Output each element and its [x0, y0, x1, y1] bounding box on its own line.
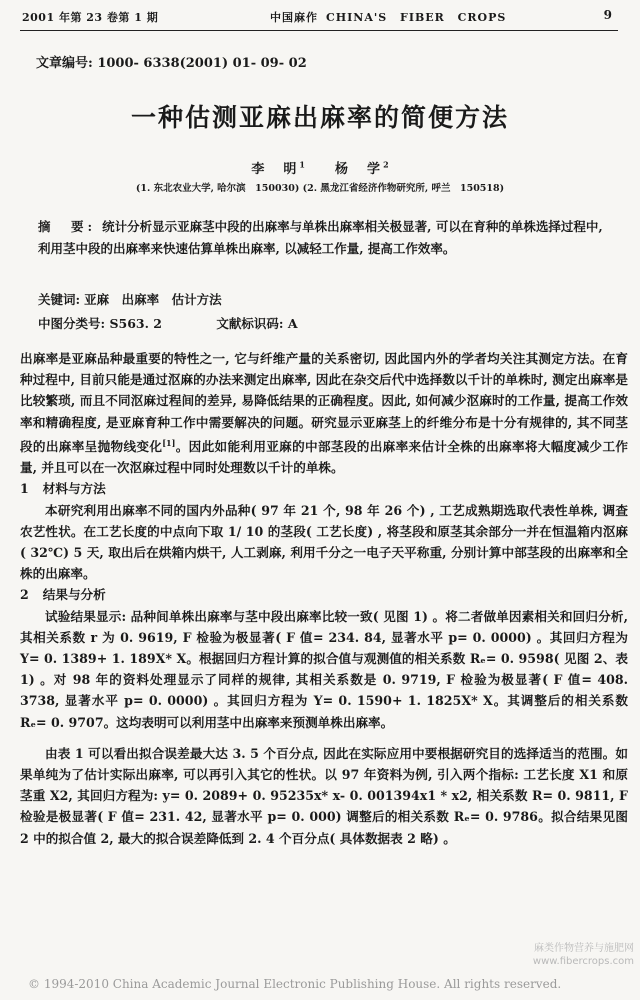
section-2-title: 结果与分析: [42, 587, 106, 603]
intro-paragraph: [20, 348, 628, 478]
keywords: [38, 290, 222, 308]
article-body: [20, 348, 628, 849]
section-1-paragraph: 本研究利用出麻率不同的国内外品种( 97 年 21 个, 98 年 26 个) , 工艺成熟期选取代表性单株, 调查农艺性状。在工艺长度的中点向下取 1/ 10 的茎段( 工艺长度) , 将茎段和原茎其余部分一并在恒温箱内沤麻( 32℃) 5 天, 取出后在烘箱内烘干, 人工剥麻, 利用千分之一电子天平称重, 分别计算中部茎段的出麻率和全株的出麻率。: [20, 502, 628, 582]
article-number: 文章编号: 1000- 6338(2001) 01- 09- 02: [36, 56, 307, 71]
section-2-heading: [20, 584, 628, 605]
doc-code-label: 文献标识码:: [216, 316, 284, 331]
watermark-line-2: www.fibercrops.com: [532, 956, 634, 967]
section-2-paragraph-2: 由表 1 可以看出拟合误差最大达 3. 5 个百分点, 因此在实际应用中要根据研究目的选择适当的范围。如果单纯为了估计实际出麻率, 可以再引入其它的性状。以 97 年资料为例, 引入两个指标: 工艺长度 X1 和原茎重 X2, 其回归方程为: y= 0. 2089+ 0. 95235x* x- 0. 001394x1 * x2, 相关系数 R= 0. 9811, F 检验是极显著( F 值= 231. 42, 显著水平 p= 0. 000) 调整后的相关系数 Rₑ= 0. 9786。拟合结果见图 2 中的拟合值 2, 最大的拟合误差降低到 2. 4 个百分点( 具体数据表 2 略) 。: [20, 745, 628, 846]
section-1-heading: [20, 478, 628, 499]
section-1-title: 材料与方法: [42, 481, 106, 497]
abstract-text: 统计分析显示亚麻茎中段的出麻率与单株出麻率相关极显著, 可以在育种的单株选择过程中, 利用茎中段的出麻率来快速估算单株出麻率, 以减轻工作量, 提高工作效率。: [38, 219, 603, 256]
intro-text: 出麻率是亚麻品种最重要的特性之一, 它与纤维产量的关系密切, 因此国内外的学者均关注其测定方法。在育种过程中, 目前只能是通过沤麻的办法来测定出麻率, 因此在杂交后代中选择数以千计的单株时, 测定出麻率是比较繁琐, 而且不同沤麻过程间的差异, 易降低结果的正确程度。因此, 如何减少沤麻时的工作量, 提高工作效率和精确程度, 是亚麻育种工作中需要解决的问题。研究显示亚麻茎上的纤维分布是十分有规律的, 其不同茎段的出麻率呈抛物线变化: [20, 351, 628, 454]
intro-text-cont: 。因此如能利用亚麻的中部茎段的出麻率来估计全株的出麻率将大幅度减少工作量, 并且可以在一次沤麻过程中同时处理数以千计的单株。: [20, 439, 629, 476]
abstract-label: 摘 要:: [38, 219, 97, 234]
citation-ref: [1]: [162, 437, 176, 448]
keywords-value: 亚麻 出麻率 估计方法: [84, 292, 222, 307]
section-1-number: 1: [20, 481, 29, 497]
author-1-affil-mark: 1: [299, 159, 305, 170]
watermark-line-1: 麻类作物营养与施肥网: [534, 943, 634, 954]
classification: [38, 314, 298, 332]
header-rule: [20, 30, 618, 31]
running-header-journal: [270, 9, 506, 25]
journal-name-cn: 中国麻作: [270, 11, 318, 24]
watermark: [514, 942, 634, 968]
page-number: 9: [603, 8, 612, 22]
affiliations: (1. 东北农业大学, 哈尔滨 150030) (2. 黑龙江省经济作物研究所, 呼兰 150518): [135, 183, 505, 194]
doc-code-value: A: [287, 316, 298, 331]
abstract: [38, 216, 606, 260]
copyright-footer: © 1994-2010 China Academic Journal Electronic Publishing House. All rights reserved.: [28, 977, 562, 991]
clc-value: S563. 2: [109, 316, 163, 331]
author-1: 李 明: [251, 162, 300, 177]
journal-name-en: CHINA'S FIBER CROPS: [326, 11, 507, 24]
paragraph-gap: [20, 733, 628, 743]
running-header-issue: 2001 年第 23 卷第 1 期: [22, 11, 159, 24]
section-2-number: 2: [20, 587, 29, 603]
article-title: 一种估测亚麻出麻率的简便方法: [130, 103, 509, 132]
author-2-affil-mark: 2: [383, 159, 389, 170]
clc-label: 中图分类号:: [38, 316, 106, 331]
section-2-paragraph-1: 试验结果显示: 品种间单株出麻率与茎中段出麻率比较一致( 见图 1) 。将二者做单因素相关和回归分析, 其相关系数 r 为 0. 9619, F 检验为极显著( F 值= 234. 84, 显著水平 p= 0. 0000) 。其回归方程为 Y= 0. 1389+ 1. 189X* X。根据回归方程计算的拟合值与观测值的相关系数 Rₑ= 0. 9598( 见图 2、表 1) 。对 98 年的资料处理显示了同样的规律, 其相关系数是 0. 9719, F 检验为极显著( F 值= 408. 3738, 显著水平 p= 0. 0000) 。其回归方程为 Y= 0. 1590+ 1. 1825X* X。其调整后的相关系数 Rₑ= 0. 9707。这均表明可以利用茎中出麻率来预测单株出麻率。: [20, 608, 628, 730]
keywords-label: 关键词:: [38, 292, 81, 307]
author-2: 杨 学: [335, 162, 384, 177]
authors: [0, 158, 640, 177]
